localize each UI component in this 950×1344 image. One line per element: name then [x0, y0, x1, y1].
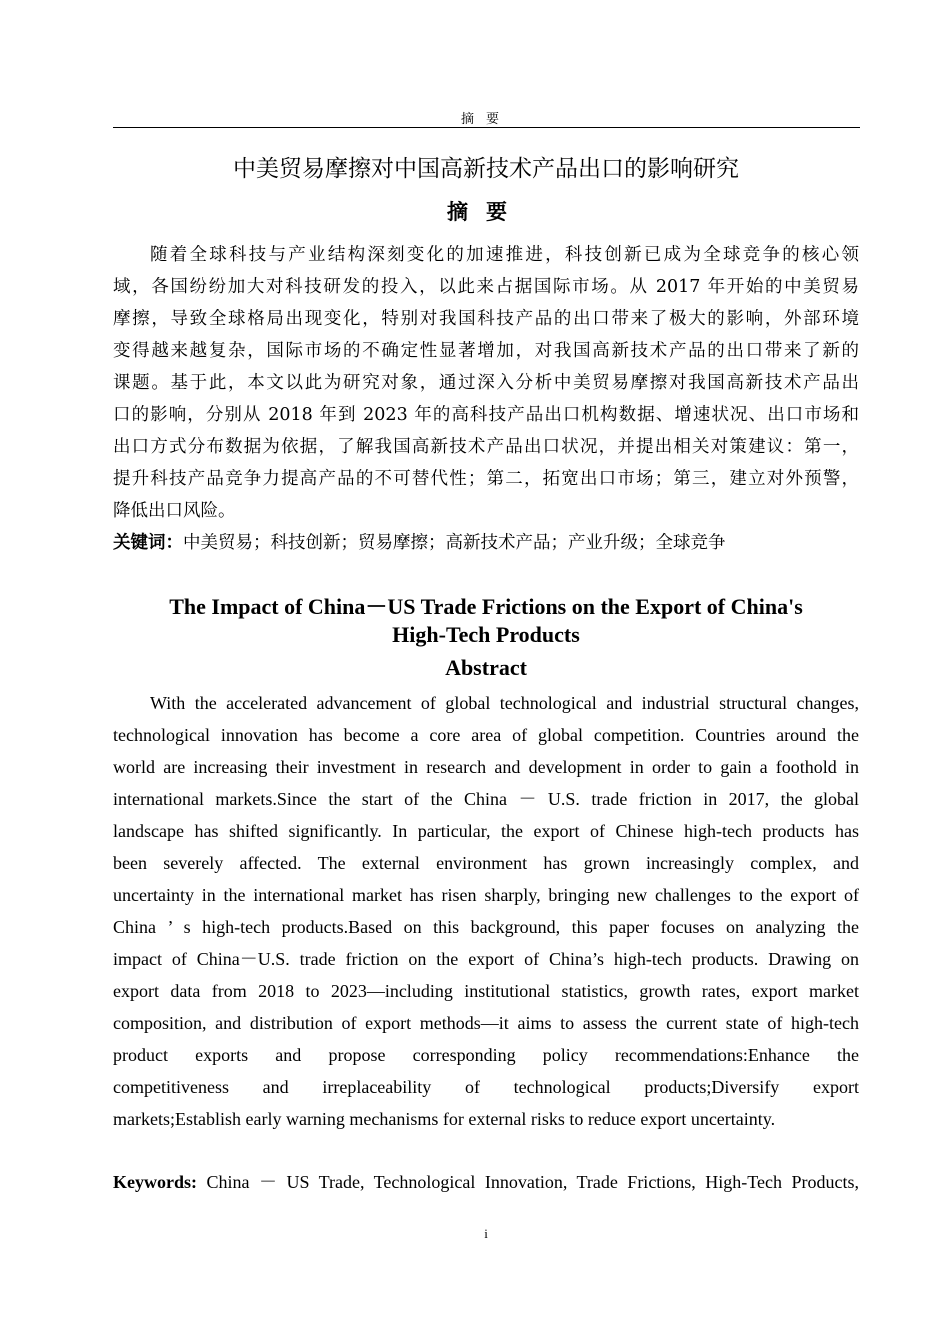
abstract-line: markets;Establish early warning mechanisms for external risks to reduce export uncertainty. — [113, 1109, 776, 1129]
abstract-line: impact of China－U.S. trade friction on the export of China’s high-tech products. Drawing on — [113, 949, 859, 969]
english-keywords — [113, 1166, 859, 1198]
abstract-line: technological innovation has become a core area of global competition. Countries around the — [113, 725, 859, 745]
chinese-keywords-label: 关键词： — [113, 533, 183, 553]
header-rule — [113, 127, 860, 128]
abstract-line: 变得越来越复杂，国际市场的不确定性显著增加，对我国高新技术产品的出口带来了新的 — [113, 341, 859, 361]
english-title-line2: High-Tech Products — [392, 622, 580, 647]
abstract-line: landscape has shifted significantly. In particular, the export of Chinese high-tech products has — [113, 821, 859, 841]
abstract-line: 摩擦，导致全球格局出现变化，特别对我国科技产品的出口带来了极大的影响，外部环境 — [113, 309, 859, 329]
english-keywords-text: China － US Trade, Technological Innovation, Trade Frictions, High-Tech Products, — [206, 1172, 859, 1192]
chinese-abstract-heading: 摘要 — [447, 200, 525, 224]
english-title-line1: The Impact of China－US Trade Frictions on the Export of China's — [169, 594, 803, 619]
english-abstract-heading: Abstract — [445, 655, 527, 680]
abstract-line: 提升科技产品竞争力提高产品的不可替代性；第二，拓宽出口市场；第三，建立对外预警， — [113, 469, 859, 489]
chinese-title: 中美贸易摩擦对中国高新技术产品出口的影响研究 — [233, 156, 739, 182]
abstract-line: export data from 2018 to 2023—including institutional statistics, growth rates, export market — [113, 981, 859, 1001]
english-keywords-label: Keywords: — [113, 1172, 197, 1192]
abstract-line: been severely affected. The external environment has grown increasingly complex, and — [113, 853, 859, 873]
running-header: 摘要 — [460, 111, 511, 126]
chinese-keywords — [113, 527, 859, 559]
abstract-line: world are increasing their investment in research and development in order to gain a foothold in — [113, 757, 859, 777]
abstract-line: 域，各国纷纷加大对科技研发的投入，以此来占据国际市场。从 2017 年开始的中美贸易 — [113, 277, 859, 297]
abstract-line: 随着全球科技与产业结构深刻变化的加速推进，科技创新已成为全球竞争的核心领 — [150, 245, 859, 265]
abstract-line: composition, and distribution of export methods—it aims to assess the current state of high-tech — [113, 1013, 859, 1033]
abstract-line: China ’ s high-tech products.Based on this background, this paper focuses on analyzing the — [113, 917, 859, 937]
abstract-line: 降低出口风险。 — [113, 501, 236, 521]
abstract-line: 出口方式分布数据为依据，了解我国高新技术产品出口状况，并提出相关对策建议：第一， — [113, 437, 859, 457]
chinese-keywords-text: 中美贸易；科技创新；贸易摩擦；高新技术产品；产业升级；全球竞争 — [183, 533, 726, 553]
abstract-line: 课题。基于此，本文以此为研究对象，通过深入分析中美贸易摩擦对我国高新技术产品出 — [113, 373, 859, 393]
abstract-line: international markets.Since the start of the China － U.S. trade friction in 2017, the global — [113, 789, 859, 809]
abstract-line: 口的影响，分别从 2018 年到 2023 年的高科技产品出口机构数据、增速状况、出口市场和 — [113, 405, 859, 425]
abstract-line: competitiveness and irreplaceability of technological products;Diversify export — [113, 1077, 859, 1097]
abstract-line: product exports and propose corresponding policy recommendations:Enhance the — [113, 1045, 859, 1065]
abstract-line: With the accelerated advancement of global technological and industrial structural changes, — [150, 693, 859, 713]
page-number: i — [484, 1226, 488, 1241]
abstract-line: uncertainty in the international market has risen sharply, bringing new challenges to the export of — [113, 885, 859, 905]
